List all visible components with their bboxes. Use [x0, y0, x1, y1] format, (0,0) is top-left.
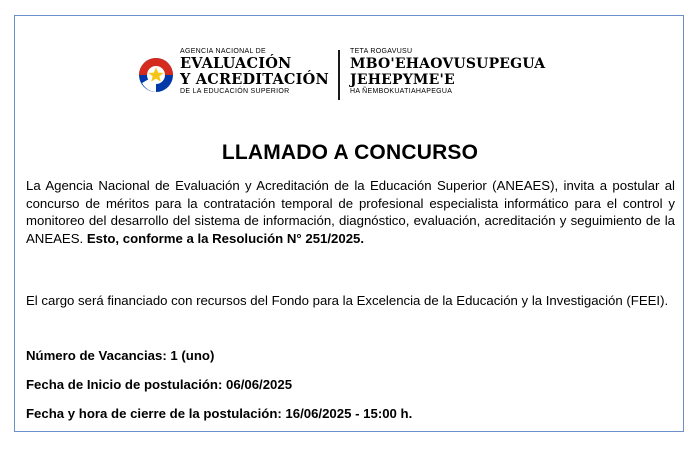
resolution-reference: Esto, conforme a la Resolución N° 251/2025. — [86, 230, 365, 246]
intro-text: La Agencia Nacional de Evaluación y Acreditación de la Educación Superior (ANEAES), invita a postular al concurso de méritos para la contratación temporal de profesional especialista informático para el control y monitoreo del desarrollo del sistema de información, diagnóstico, evaluación, acreditación y seguimiento de la ANEAES. — [26, 178, 675, 246]
logo-evaluation-line: EVALUACIÓN — [180, 55, 292, 72]
vacancies-field: Número de Vacancias: 1 (uno) — [26, 348, 215, 363]
page-title: LLAMADO A CONCURSO — [221, 141, 479, 164]
logo-guarani-name — [350, 48, 560, 96]
intro-paragraph — [26, 177, 675, 247]
logo-agency-line: AGENCIA NACIONAL DE — [180, 48, 266, 55]
logo-guarani-top-line: TETA ROGAVUSU — [350, 48, 413, 55]
start-date-field: Fecha de Inicio de postulación: 06/06/2025 — [26, 377, 293, 392]
logo-spanish-name — [180, 48, 330, 96]
funding-paragraph: El cargo será financiado con recursos del Fondo para la Excelencia de la Educación y la Investigación (FEEI). — [26, 293, 669, 308]
logo-guarani-sub-line: HA ÑEMBOKUATIAHAPEGUA — [350, 88, 453, 95]
logo-accreditation-line: Y ACREDITACIÓN — [180, 71, 329, 88]
national-emblem-icon — [138, 57, 174, 93]
logo-education-line: DE LA EDUCACIÓN SUPERIOR — [180, 88, 290, 95]
institution-logo — [138, 32, 558, 104]
logo-guarani-line2: JEHEPYME'E — [350, 72, 455, 88]
logo-guarani-line1: MBO'EHAOVUSUPEGUA — [350, 56, 546, 72]
logo-divider — [338, 50, 340, 100]
end-date-field: Fecha y hora de cierre de la postulación: 16/06/2025 - 15:00 h. — [26, 406, 413, 421]
